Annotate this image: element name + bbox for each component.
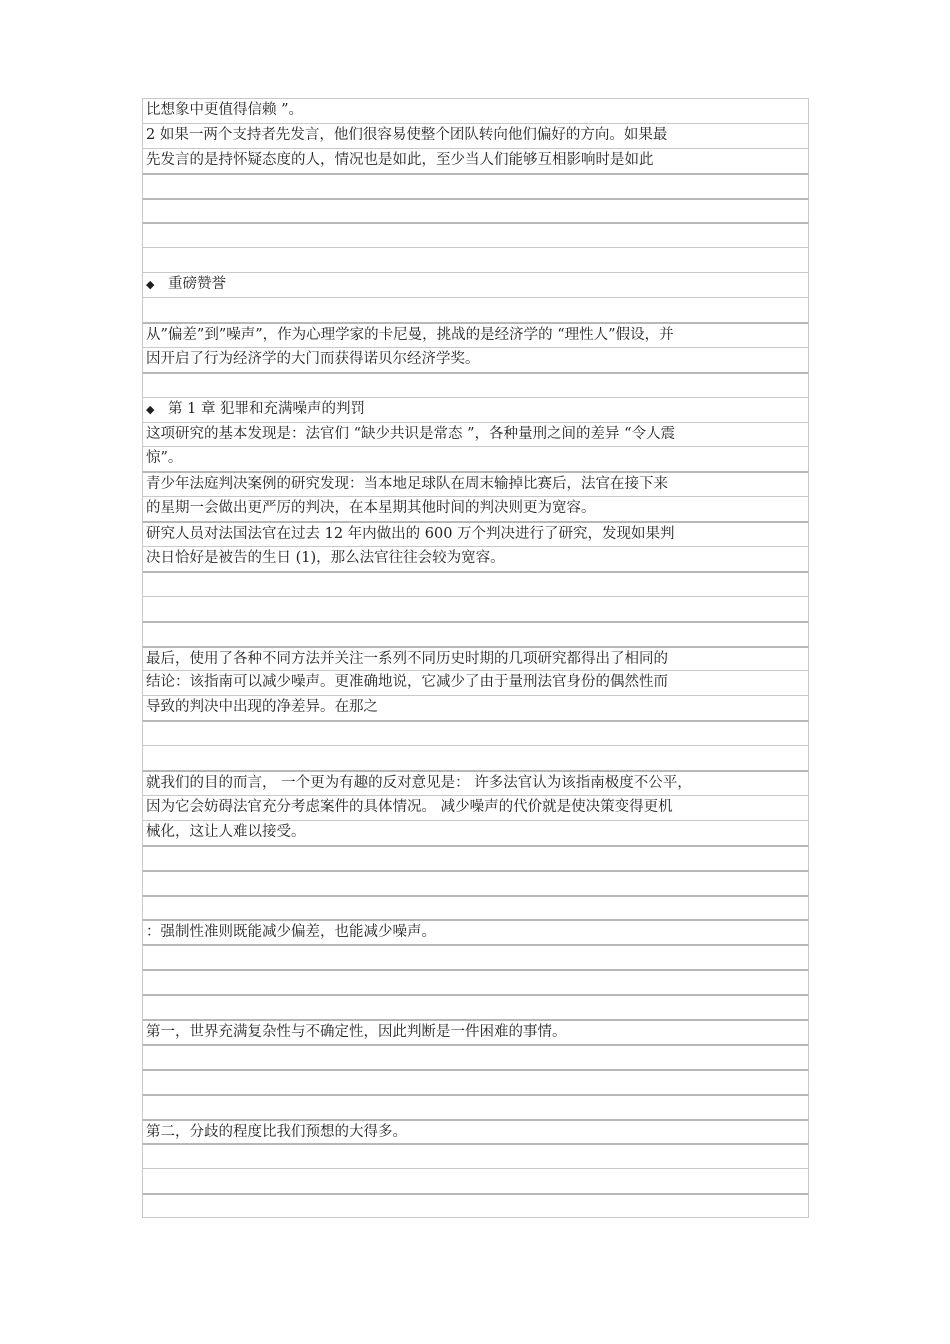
empty-line — [142, 297, 809, 322]
empty-line — [142, 571, 809, 596]
empty-line — [142, 596, 809, 621]
empty-line — [142, 944, 809, 969]
text-line — [142, 98, 809, 123]
empty-line — [142, 1094, 809, 1119]
document-page — [142, 98, 809, 1218]
section-heading — [142, 397, 809, 422]
heading-text: 第 1 章 犯罪和充满噪声的判罚 — [168, 400, 366, 417]
empty-line — [142, 895, 809, 920]
line-text: 2 如果一两个支持者先发言，他们很容易使整个团队转向他们偏好的方向。如果最 — [146, 126, 668, 143]
section-heading — [142, 272, 809, 297]
empty-line — [142, 372, 809, 397]
text-line — [142, 123, 809, 148]
line-text: 第二，分歧的程度比我们预想的大得多。 — [146, 1123, 407, 1140]
empty-line — [142, 870, 809, 895]
line-text: 这项研究的基本发现是：法官们 “缺少共识是常态 ”，各种量刑之间的差异 “令人震 — [146, 425, 676, 442]
text-line — [142, 1019, 809, 1044]
empty-line — [142, 720, 809, 745]
line-text: 械化，这让人难以接受。 — [146, 823, 306, 840]
text-line — [142, 646, 809, 671]
empty-line — [142, 845, 809, 870]
text-line — [142, 919, 809, 944]
empty-line — [142, 198, 809, 223]
text-line — [142, 820, 809, 845]
empty-line — [142, 1143, 809, 1168]
line-text: 因开启了行为经济学的大门而获得诺贝尔经济学奖。 — [146, 350, 480, 367]
line-text: 导致的判决中出现的净差异。在那之 — [146, 699, 378, 716]
empty-line — [142, 969, 809, 994]
line-text: 决日恰好是被告的生日 (1)，那么法官往往会较为宽容。 — [146, 550, 505, 567]
text-line — [142, 795, 809, 820]
empty-line — [142, 1193, 809, 1218]
line-text: 惊”。 — [146, 450, 183, 467]
text-line — [142, 347, 809, 372]
line-text: 最后，使用了各种不同方法并关注一系列不同历史时期的几项研究都得出了相同的 — [146, 650, 668, 667]
empty-line — [142, 745, 809, 770]
empty-line — [142, 994, 809, 1019]
text-line — [142, 148, 809, 173]
line-text: 因为它会妨碍法官充分考虑案件的具体情况。 减少噪声的代价就是使决策变得更机 — [146, 798, 673, 815]
line-text: 先发言的是持怀疑态度的人，情况也是如此，至少当人们能够互相影响时是如此 — [146, 151, 654, 168]
text-line — [142, 446, 809, 471]
line-text: 就我们的目的而言， 一个更为有趣的反对意见是： 许多法官认为该指南极度不公平， — [146, 775, 692, 792]
line-text: 比想象中更值得信赖 ”。 — [146, 102, 304, 118]
empty-line — [142, 247, 809, 272]
text-line — [142, 496, 809, 521]
text-line — [142, 670, 809, 695]
line-text: 从”偏差”到”噪声”，作为心理学家的卡尼曼，挑战的是经济学的 “理性人”假设，并 — [146, 327, 674, 344]
text-line — [142, 770, 809, 795]
text-line — [142, 422, 809, 447]
text-line — [142, 471, 809, 496]
empty-line — [142, 173, 809, 198]
empty-line — [142, 222, 809, 247]
heading-text: 重磅赞誉 — [168, 276, 226, 293]
empty-line — [142, 621, 809, 646]
empty-line — [142, 1168, 809, 1193]
text-line — [142, 695, 809, 720]
diamond-bullet-icon: ◆ — [146, 402, 155, 416]
line-text: 的星期一会做出更严厉的判决，在本星期其他时间的判决则更为宽容。 — [146, 500, 596, 517]
empty-line — [142, 1044, 809, 1069]
text-line — [142, 521, 809, 546]
line-text: 结论：该指南可以减少噪声。更准确地说，它减少了由于量刑法官身份的偶然性而 — [146, 674, 668, 691]
line-text: 研究人员对法国法官在过去 12 年内做出的 600 万个判决进行了研究，发现如果判 — [146, 526, 675, 543]
empty-line — [142, 1069, 809, 1094]
text-line — [142, 1119, 809, 1144]
text-line — [142, 322, 809, 347]
diamond-bullet-icon: ◆ — [146, 278, 155, 292]
line-text: 第一，世界充满复杂性与不确定性，因此判断是一件困难的事情。 — [146, 1023, 567, 1040]
line-text: 青少年法庭判决案例的研究发现：当本地足球队在周末输掉比赛后，法官在接下来 — [146, 476, 668, 493]
text-line — [142, 546, 809, 571]
line-text: ：强制性准则既能减少偏差，也能减少噪声。 — [146, 924, 436, 941]
